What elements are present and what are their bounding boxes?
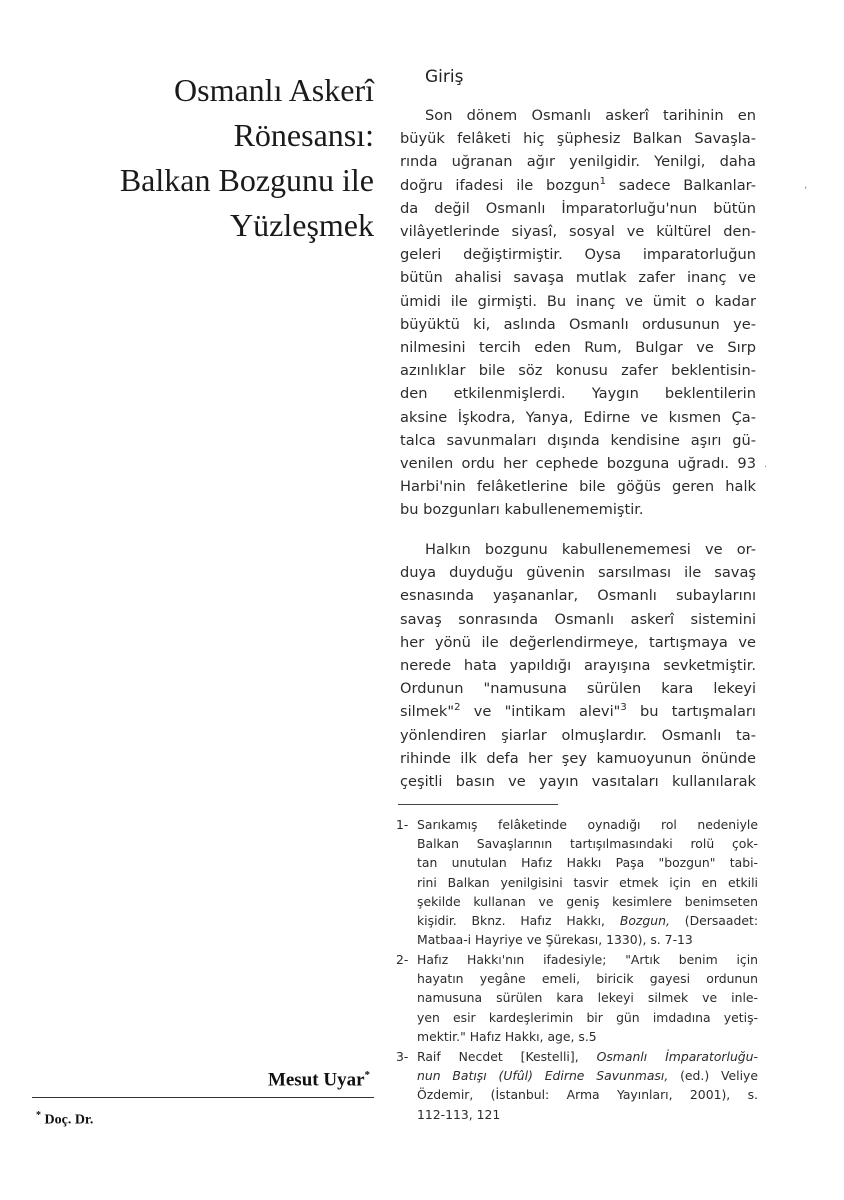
text-line: duya duyduğu güvenin sarsılması ile savaş (400, 564, 756, 582)
paragraph-second (400, 538, 756, 793)
text-segment: silmek" (400, 703, 455, 721)
footnote-number: 2- (396, 952, 409, 967)
author-affiliation (36, 1110, 93, 1129)
footnote-2 (396, 950, 758, 1046)
text-line: büyük felâketi hiç şüphesiz Balkan Savaşla- (400, 130, 756, 148)
text-line: geleri değiştirmiştir. Oysa imparatorluğun (400, 246, 756, 264)
footnote-ref-1[interactable]: 1 (599, 175, 607, 187)
text-segment: sadece Balkanlar- (606, 176, 756, 194)
text-line: da değil Osmanlı İmparatorluğu'nun bütün (400, 199, 756, 217)
author-text: Mesut Uyar (267, 1069, 365, 1091)
footnote-divider (398, 804, 558, 805)
title-line: Rönesansı: (233, 117, 374, 153)
text-line: azınlıklar bile söz konusu zafer beklentisin- (400, 362, 756, 380)
footnote-line (396, 911, 758, 930)
article-title (34, 68, 374, 248)
footnote-italic: nun Batışı (Ufûl) Edirne Savunması, (417, 1068, 669, 1084)
text-segment: bu tartışmaları (626, 703, 756, 721)
author-divider (32, 1097, 374, 1098)
footnote-number: 1- (396, 817, 409, 832)
scan-mark: , (804, 180, 808, 191)
text-line: nilmesini tercih eden Rum, Bulgar ve Sırp (400, 339, 756, 357)
text-line: Ordunun "namusuna sürülen kara lekeyi (400, 680, 756, 698)
text-line: rında uğranan ağır yenilgidir. Yenilgi, daha (400, 153, 756, 171)
title-line: Balkan Bozgunu ile (119, 162, 374, 198)
footnote-line: Özdemir, (İstanbul: Arma Yayınları, 2001), s. (417, 1087, 758, 1103)
text-line: venilen ordu her cephede bozguna uğradı. 93 (400, 455, 756, 473)
text-line: Halkın bozgunu kabullenememesi ve or- (425, 541, 756, 558)
footnote-segment: (Dersaadet: (669, 913, 758, 929)
footnote-line: hayatın yegâne emeli, biricik gayesi ordunun (417, 971, 758, 987)
footnote-segment: Raif Necdet [Kestelli], (417, 1049, 597, 1064)
footnote-ref-2[interactable]: 2 (454, 702, 461, 714)
author-name (244, 1069, 370, 1091)
text-line: bütün ahalisi savaşa mutlak zafer inanç ve (400, 269, 756, 287)
text-line: büyüktü ki, aslında Osmanlı ordusunun ye- (400, 315, 756, 333)
section-heading: Giriş (425, 67, 464, 87)
footnote-line: Sarıkamış felâketinde oynadığı rol nedeniyle (417, 817, 758, 832)
text-line: çeşitli basın ve yayın vasıtaları kullanılarak (400, 773, 756, 791)
title-line: Osmanlı Askerî (174, 72, 374, 108)
text-line: Son dönem Osmanlı askerî tarihinin en (425, 107, 756, 124)
footnote-line: Matbaa-i Hayriye ve Şürekası, 1330), s. 7-13 (417, 932, 693, 948)
footnote-line: Hafız Hakkı'nın ifadesiyle; "Artık benim için (417, 952, 758, 967)
text-line: ümidi ile girmişti. Bu inanç ve ümit o kadar (400, 292, 756, 310)
footnote-line: yen esir kardeşlerimin bir gün imdadına yetiş- (417, 1009, 758, 1025)
footnote-italic: Bozgun, (619, 913, 670, 929)
footnote-line: tan unutulan Hafız Hakkı Paşa "bozgun" tabi- (417, 855, 758, 871)
title-line: Yüzleşmek (230, 207, 374, 243)
footnote-line (396, 1066, 758, 1085)
footnote-segment: kişidir. Bknz. Hafız Hakkı, (417, 913, 620, 929)
text-line: esnasında yaşananlar, Osmanlı subaylarını (400, 587, 756, 605)
footnote-3 (396, 1047, 758, 1124)
text-line: rihinde ilk defa her şey kamuoyunun önünde (400, 749, 756, 767)
author-mark: * (364, 1069, 370, 1081)
footnote-italic: Osmanlı İmparatorluğu- (596, 1049, 759, 1064)
text-line: her yönü ile değerlendirmeye, tartışmaya ve (400, 633, 756, 651)
footnote-ref-3[interactable]: 3 (620, 702, 627, 714)
paragraph-intro (400, 104, 756, 522)
text-segment: doğru ifadesi ile bozgun (400, 176, 600, 194)
text-line (400, 700, 756, 723)
footnote-line: Balkan Savaşlarının tartışılmasındaki rolü çok- (417, 836, 758, 852)
text-line: talca savunmaları dışında kendisine aşırı gü- (400, 431, 756, 449)
text-line: nerede hata yapıldığı arayışına sevketmiştir. (400, 657, 756, 675)
text-segment: ve "intikam alevi" (460, 703, 621, 721)
text-line (400, 174, 756, 197)
scan-mark: · (764, 462, 768, 473)
footnote-line: şekilde kullanan ve geniş kesimlere benimseten (417, 893, 758, 909)
text-line: vilâyetlerinde siyasî, sosyal ve kültürel den- (400, 223, 756, 241)
text-line: aksine İşkodra, Yanya, Edirne ve kısmen Ça- (400, 408, 756, 426)
affiliation-mark: * (36, 1110, 41, 1121)
footnote-line: mektir." Hafız Hakkı, age, s.5 (417, 1028, 597, 1044)
footnote-line: rini Balkan yenilgisini tasvir etmek için en etkili (417, 874, 758, 890)
footnote-segment: (ed.) Veliye (668, 1068, 758, 1084)
affiliation-text: Doç. Dr. (44, 1112, 94, 1128)
footnote-line: 112-113, 121 (417, 1106, 501, 1122)
footnote-1 (396, 815, 758, 949)
text-line: bu bozgunları kabullenememiştir. (400, 501, 644, 519)
text-line: yönlendiren şiarlar olmuşlardır. Osmanlı ta- (400, 726, 756, 744)
footnote-number: 3- (396, 1049, 409, 1064)
text-line: savaş sonrasında Osmanlı askerî sistemini (400, 610, 756, 628)
text-line: Harbi'nin felâketlerine bile göğüs geren halk (400, 478, 756, 496)
text-line: den etkilenmişlerdi. Yaygın beklentilerin (400, 385, 756, 403)
footnote-line (396, 1047, 758, 1066)
footnote-line: namusuna sürülen kara lekeyi silmek ve inle- (417, 990, 758, 1006)
